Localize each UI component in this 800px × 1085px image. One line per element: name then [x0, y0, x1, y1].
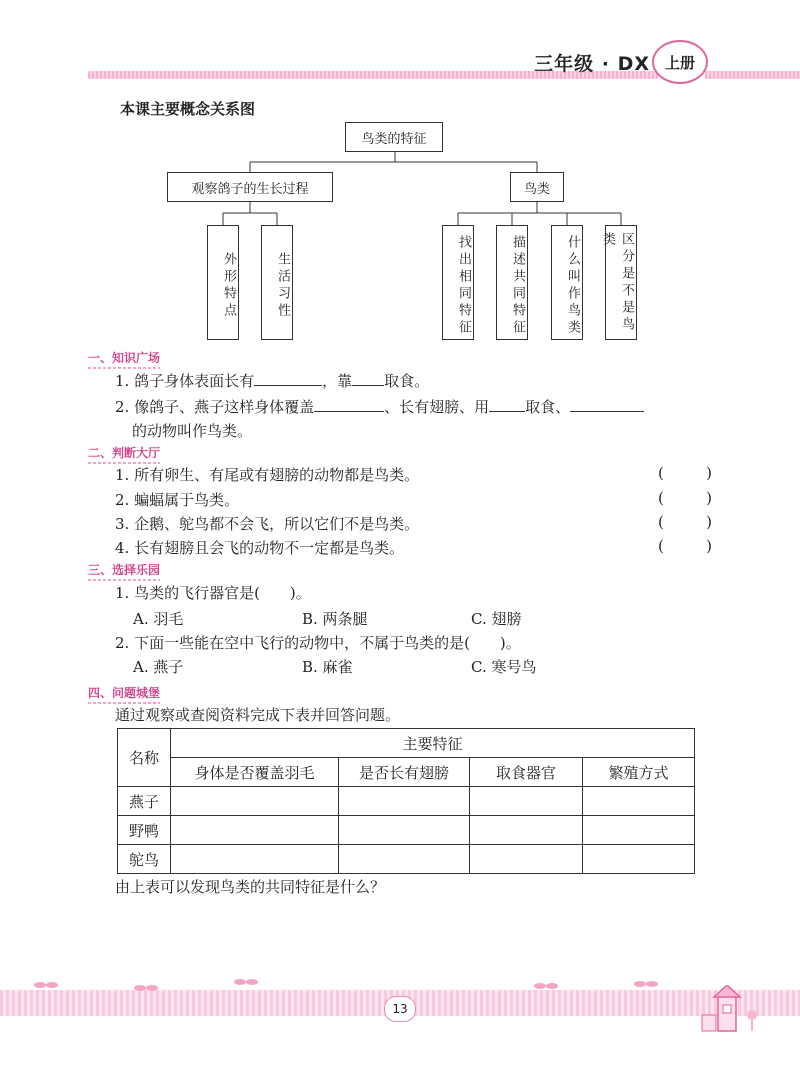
choice-question-1: 1. 鸟类的飞行器官是( )。: [115, 584, 311, 602]
section-choice-title: [88, 561, 160, 578]
question-1-1: [115, 370, 429, 391]
section-choice-label: 三、选择乐园: [88, 563, 161, 577]
concept-leaf-what-is-bird: 什么叫作鸟类: [551, 225, 583, 340]
table-cell[interactable]: [583, 816, 695, 845]
judge-answer-4[interactable]: ( ): [658, 537, 712, 555]
table-col-feeding-organ: 取食器官: [470, 758, 583, 787]
section-castle-title: [88, 684, 160, 701]
table-cell[interactable]: [171, 816, 339, 845]
section-knowledge-title: [88, 349, 160, 366]
q1-2-text-a: 2. 像鸽子、燕子这样身体覆盖: [115, 398, 315, 416]
choice-1-option-a[interactable]: A. 羽毛: [133, 610, 184, 628]
table-cell[interactable]: [470, 845, 583, 874]
features-table: [117, 728, 695, 874]
judge-item-1: 1. 所有卵生、有尾或有翅膀的动物都是鸟类。: [115, 466, 420, 484]
table-col-reproduction: 繁殖方式: [583, 758, 695, 787]
choice-1-option-b[interactable]: B. 两条腿: [302, 610, 368, 628]
table-cell[interactable]: [171, 845, 339, 874]
choice-1-option-c[interactable]: C. 翅膀: [471, 610, 522, 628]
lighthouse-icon: [700, 985, 770, 1035]
table-row-label: 野鸭: [118, 816, 171, 845]
table-cell[interactable]: [339, 787, 470, 816]
choice-2-option-c[interactable]: C. 寒号鸟: [471, 658, 537, 676]
table-header-main-features: 主要特征: [171, 729, 695, 758]
q1-1-text-b: ，靠: [322, 372, 353, 390]
answer-blank[interactable]: [489, 397, 525, 412]
concept-leaf-habits: 生活习性: [261, 225, 293, 340]
concept-leaf-describe-features: 描述共同特征: [496, 225, 528, 340]
choice-question-2: 2. 下面一些能在空中飞行的动物中，不属于鸟类的是( )。: [115, 634, 521, 652]
table-row-label: 鸵鸟: [118, 845, 171, 874]
table-row: [118, 816, 695, 845]
grade-label: 三年级 · DX: [534, 53, 650, 75]
volume-badge: 上册: [652, 40, 708, 84]
section-knowledge-label: 一、知识广场: [88, 351, 161, 365]
q1-2-text-d: 的动物叫作鸟类。: [132, 422, 253, 440]
judge-item-3: 3. 企鹅、鸵鸟都不会飞，所以它们不是鸟类。: [115, 515, 420, 533]
q1-2-text-c: 取食、: [525, 398, 571, 416]
q1-1-text-a: 1. 鸽子身体表面长有: [115, 372, 255, 390]
judge-answer-1[interactable]: ( ): [658, 464, 712, 482]
choice-2-option-b[interactable]: B. 麻雀: [302, 658, 353, 676]
choice-2-option-a[interactable]: A. 燕子: [133, 658, 184, 676]
table-row: [118, 845, 695, 874]
page-number: 13: [384, 996, 416, 1022]
answer-blank[interactable]: [352, 371, 384, 386]
concept-leaf-appearance: 外形特点: [207, 225, 239, 340]
castle-intro: 通过观察或查阅资料完成下表并回答问题。: [115, 706, 401, 724]
table-cell[interactable]: [583, 845, 695, 874]
judge-answer-2[interactable]: ( ): [658, 489, 712, 507]
table-cell[interactable]: [339, 845, 470, 874]
concept-leaf-distinguish: 区分是不是鸟类: [605, 225, 637, 340]
judge-answer-3[interactable]: ( ): [658, 513, 712, 531]
table-cell[interactable]: [339, 816, 470, 845]
table-header-name: 名称: [118, 729, 171, 787]
concept-map-title: 本课主要概念关系图: [120, 100, 256, 118]
judge-item-4: 4. 长有翅膀且会飞的动物不一定都是鸟类。: [115, 539, 405, 557]
table-row-label: 燕子: [118, 787, 171, 816]
judge-item-2: 2. 蝙蝠属于鸟类。: [115, 491, 240, 509]
question-1-2: [115, 396, 644, 417]
answer-blank[interactable]: [254, 371, 322, 386]
section-castle-label: 四、问题城堡: [88, 686, 161, 700]
concept-root-node: 鸟类的特征: [345, 122, 443, 152]
castle-question: 由上表可以发现鸟类的共同特征是什么？: [115, 878, 386, 896]
section-judge-label: 二、判断大厅: [88, 446, 161, 460]
concept-left-node: 观察鸽子的生长过程: [167, 172, 333, 202]
concept-map-connectors: [0, 0, 800, 360]
q1-1-text-c: 取食。: [384, 372, 430, 390]
table-cell[interactable]: [470, 787, 583, 816]
table-cell[interactable]: [470, 816, 583, 845]
table-cell[interactable]: [583, 787, 695, 816]
concept-right-node: 鸟类: [510, 172, 564, 202]
table-col-feathers: 身体是否覆盖羽毛: [171, 758, 339, 787]
section-judge-title: [88, 444, 160, 461]
answer-blank[interactable]: [314, 397, 384, 412]
table-row: [118, 787, 695, 816]
concept-leaf-find-features: 找出相同特征: [442, 225, 474, 340]
table-col-wings: 是否长有翅膀: [339, 758, 470, 787]
table-cell[interactable]: [171, 787, 339, 816]
answer-blank[interactable]: [570, 397, 644, 412]
q1-2-text-b: 、长有翅膀、用: [384, 398, 490, 416]
